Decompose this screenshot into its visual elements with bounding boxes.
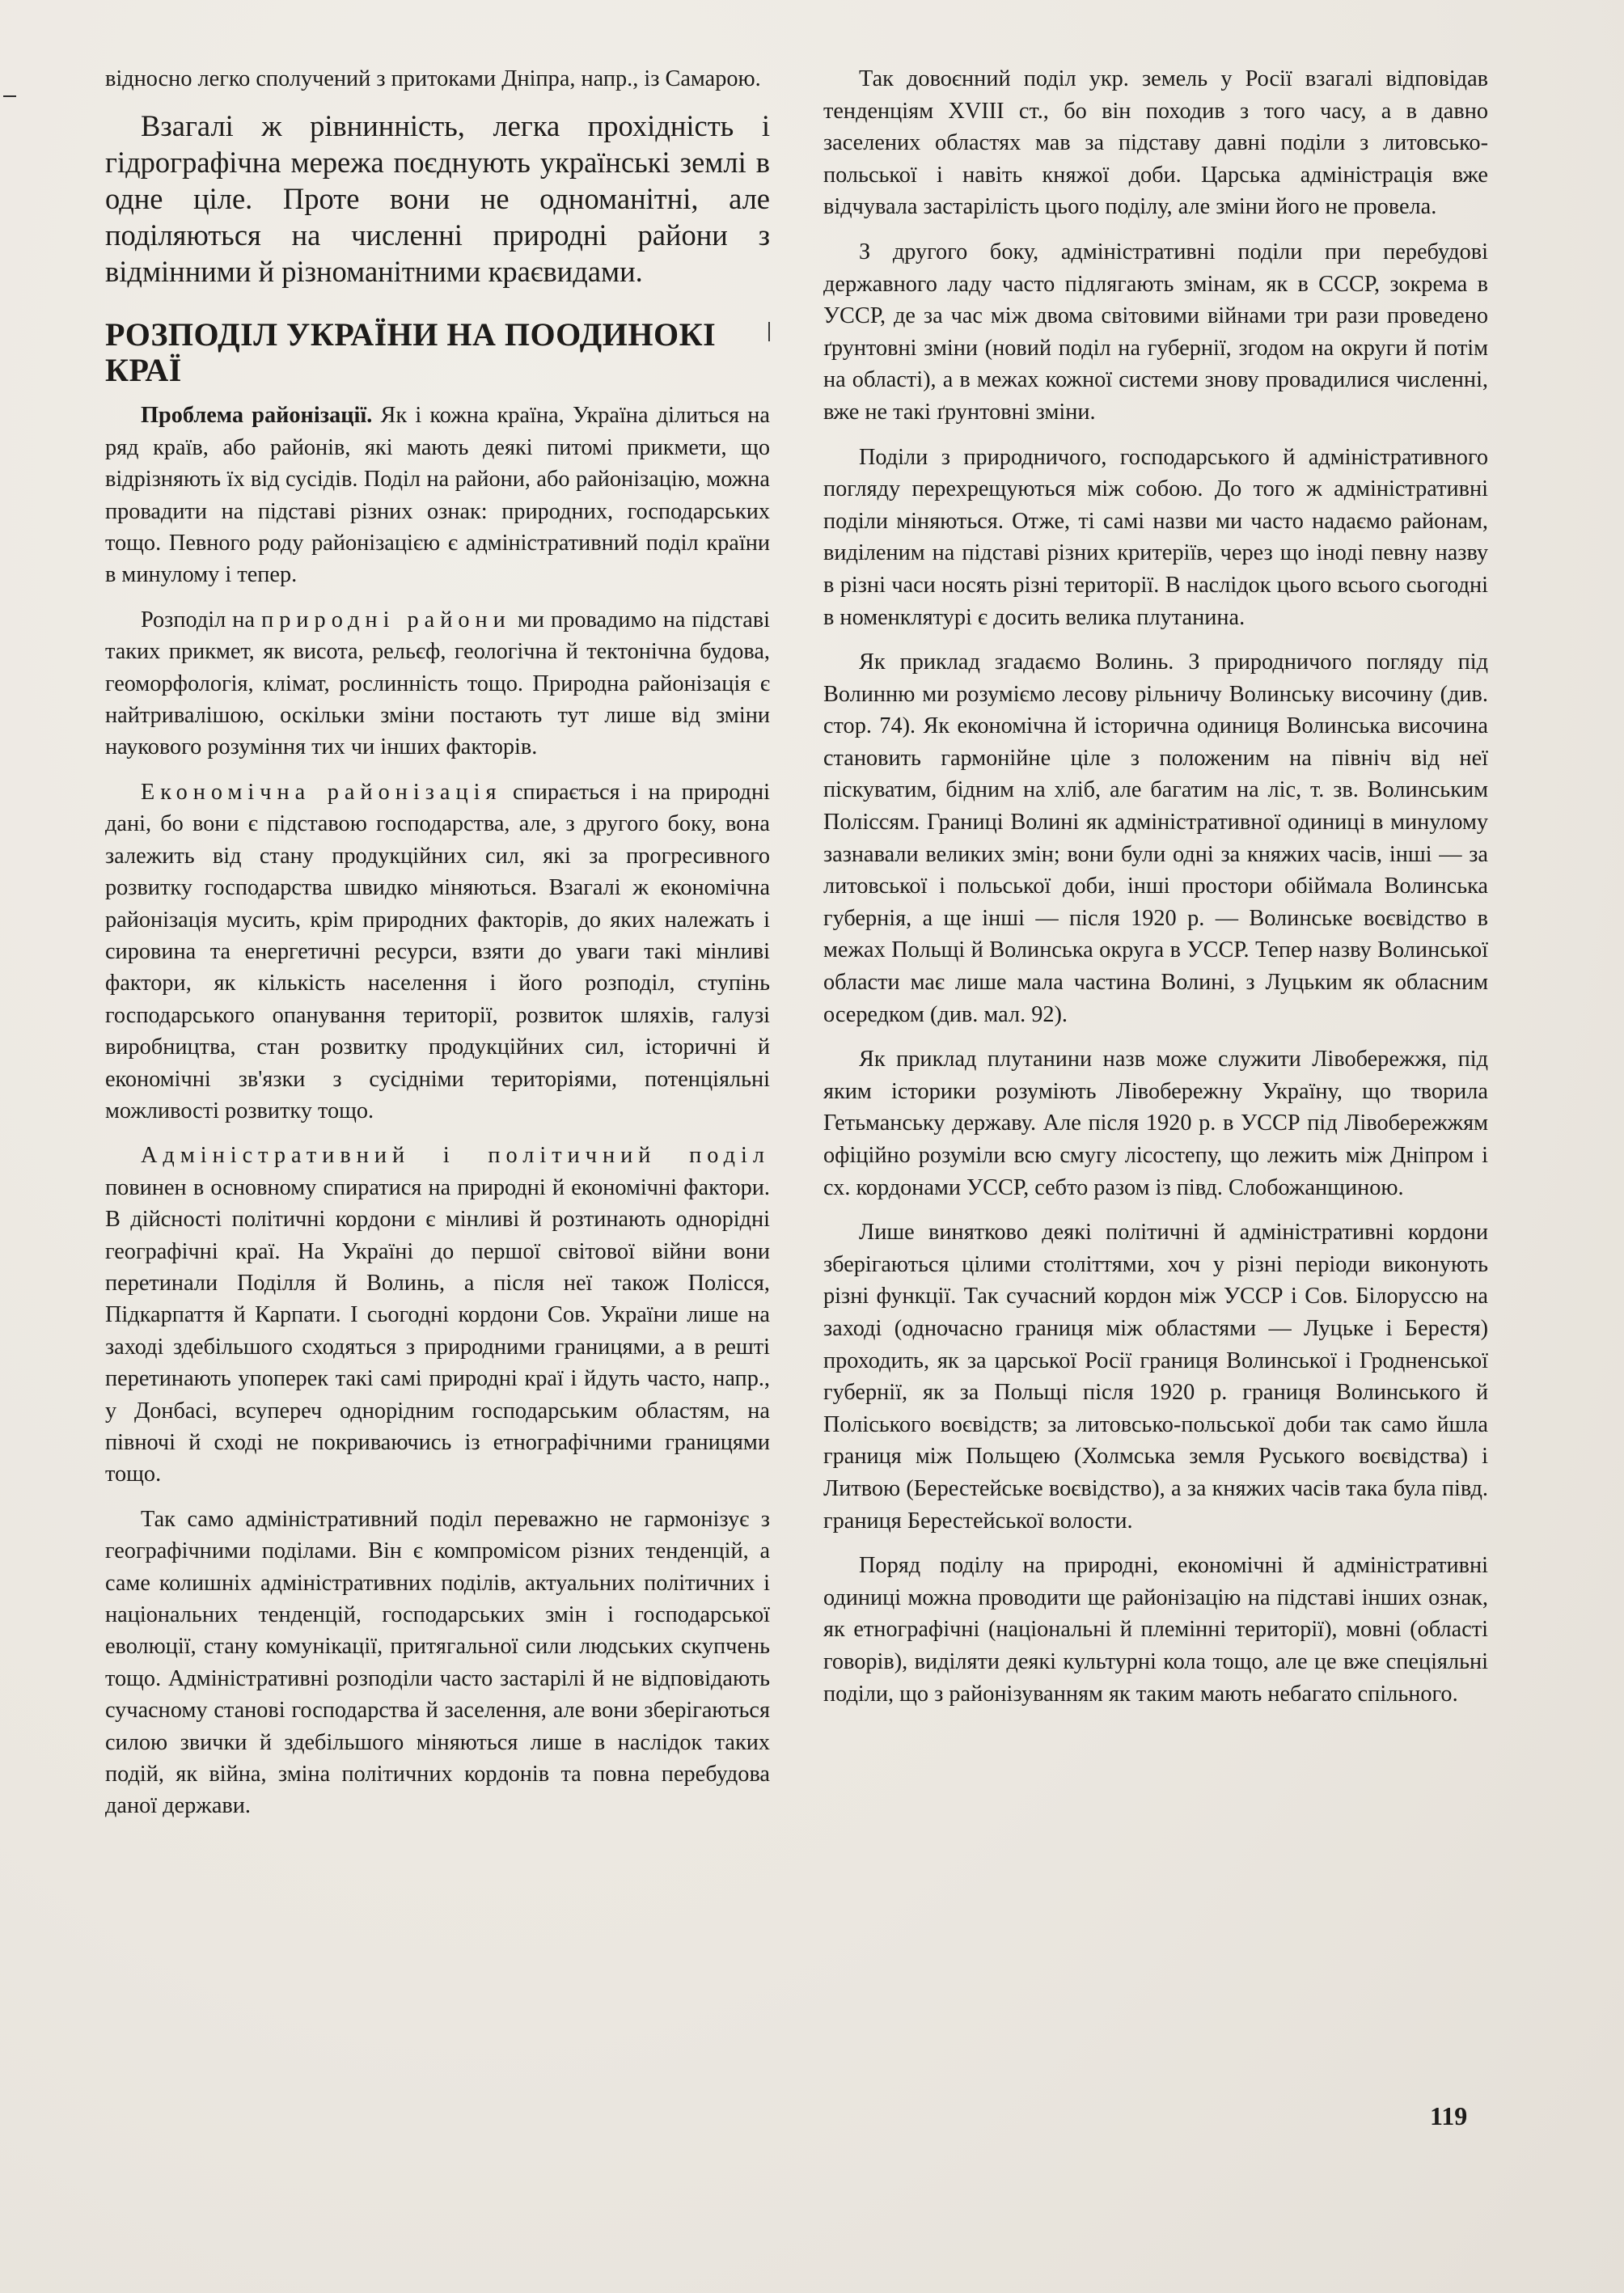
paragraph: З другого боку, адміністративні поділи при перебудові державного ладу часто підлягають змінам, як в СССР, зокрема в УССР, де за час між двома світовими війнами три рази проведено ґрунтовні зміни (новий поділ на губернії, згодом на округи й потім на області), а в межах кожної системи знову провадилися численні, вже не такі ґрунтовні зміни. (823, 239, 1488, 425)
paragraph-text: Розподіл на (141, 607, 262, 632)
paragraph (105, 604, 770, 764)
paragraph-text: ми провадимо на підставі таких прикмет, як висота, рельєф, геологічна й тектонічна будова, геоморфологія, клімат, рослинність тощо. Природна районізація є найтривалішою, оскільки зміни постають тут лише від зміни наукового розуміння тих чи інших факторів. (105, 607, 770, 760)
paragraph: Поділи з природничого, господарського й адміністративного погляду перехрещуються між собою. До того ж адміністративні поділи міняються. Отже, ті самі назви ми часто надаємо районам, виділеним на підставі різних критеріїв, через що іноді певну назву в різні часи носять різні території. В наслідок цього всього сьогодні в номенклятурі є досить велика плутанина. (823, 444, 1488, 630)
emphasized-term: Економічна районізація (141, 779, 502, 805)
paragraph: Лише винятково деякі політичні й адміністративні кордони зберігаються цілими століттями, хоч у різні періоди виконують різні функції. Так сучасний кордон між УССР і Сов. Білоруссю на заході (одночасно границя між областями — Луцьке і Берестя) проходить, як за царської Росії границя Волинської і Гродненської губернії, як за Польщі після 1920 р. границя Волинського й Поліського воєвідств; за литовсько-польської доби так само йшла границя між Польщею (Холмська земля Руського воєвідства) і Литвою (Берестейське воєвідство), а за княжих часів така була півд. границя Берестейської волости. (823, 1220, 1488, 1534)
paragraph: Як приклад плутанини назв може служити Лівобережжя, під яким історики розуміють Лівобережну Україну, що творила Гетьманську державу. Але після 1920 р. в УССР під Лівобережжям офіційно розуміли всю смугу лісостепу, що лежить між Дніпром і сх. кордонами УССР, себто разом із півд. Слобожанщиною. (823, 1047, 1488, 1200)
paragraph (105, 1140, 770, 1490)
paragraph-large: Взагалі ж рівнинність, легка прохідність і гідрографічна мережа поєднують українські землі в одне ціле. Проте вони не одноманітні, але поділяються на численні природні райони з відмінними й різноманітними краєвидами. (105, 109, 770, 289)
left-column (105, 63, 770, 1835)
paragraph: Так довоєнний поділ укр. земель у Росії взагалі відповідав тенденціям XVIII ст., бо він походив з того часу, а в давно заселених областях мав за підставу давні поділи з литовсько-польської і навіть княжої доби. Царська адміністрація вже відчувала застарілість цього поділу, але зміни його не провела. (823, 66, 1488, 220)
section-heading: РОЗПОДІЛ УКРАЇНИ НА ПООДИНОКІ КРАЇ (105, 316, 717, 389)
paragraph (105, 776, 770, 1127)
right-column (823, 63, 1488, 1723)
emphasized-term: природні райони (261, 607, 511, 632)
margin-mark (3, 95, 16, 97)
paragraph: відносно легко сполучений з притоками Дніпра, напр., із Самарою. (105, 66, 761, 91)
paragraph: Поряд поділу на природні, економічні й адміністративні одиниці можна проводити ще районізацію на підставі інших ознак, як етнографічні (національні й племінні території), мовні (області говорів), виділяти деякі культурні кола тощо, але це вже спеціяльні поділи, що з районізуванням як таким мають небагато спільного. (823, 1553, 1488, 1707)
paragraph (105, 400, 770, 590)
paragraph: Як приклад згадаємо Волинь. З природничого погляду під Волинню ми розуміємо лесову рільничу Волинську височину (див. стор. 74). Як економічна й історична одиниця Волинська височина становить гармонійне ціле з положеним на північ від неї піскуватим, бідним на хліб, але багатим на ліс, т. зв. Волинським Поліссям. Границі Волині як адміністративної одиниці в минулому зазнавали великих змін; вони були одні за княжих часів, інші — за литовської і польської доби, інші простори обіймала Волинська губернія, а ще інші — після 1920 р. — Волинське воєвідство в межах Польщі й Волинська округа в УССР. Тепер назву Волинської области має лише мала частина Волині, з Луцьким як обласним осередком (див. мал. 92). (823, 649, 1488, 1027)
paragraph: Так само адміністративний поділ переважно не гармонізує з географічними поділами. Він є компромісом різних тенденцій, а саме колишніх адміністративних поділів, актуальних політичних і національних тенденцій, господарських змін і господарської еволюції, стану комунікації, притягальної сили людських скупчень тощо. Адміністративні розподіли часто застарілі й не відповідають сучасному станові господарства й заселення, але вони зберігаються силою звички й здебільшого міняються лише в наслідок таких подій, як війна, зміна політичних кордонів та повна перебудова даної держави. (105, 1506, 770, 1819)
paragraph-subtitle: Проблема районізації. (141, 403, 373, 429)
page-number: 119 (1430, 2101, 1468, 2130)
paragraph-text: повинен в основному спиратися на природні й економічні фактори. В дійсності політичні кордони є мінливі й розтинають однорідні географічні краї. На Україні до першої світової війни вони перетинали Поділля й Волинь, а після неї також Полісся, Підкарпаття й Карпати. І сьогодні кордони Сов. України лише на заході здебільшого сходяться з природними границями, а в решті перетинають упоперек такі самі природні краї і йдуть часто, напр., у Донбасі, всупереч однорідним господарським областям, на півночі й сході не покриваючись із етнографічними границями тощо. (105, 1174, 770, 1487)
emphasized-term: Адміністративний і політичний поділ (141, 1143, 770, 1169)
paragraph-text: спирається і на природні дані, бо вони є підставою господарства, але, з другого боку, вона залежить від стану продукційних сил, які за прогресивного розвитку господарства швидко міняються. Взагалі ж економічна районізація мусить, крім природних факторів, до яких належать і сировина та енергетичні ресурси, взяти до уваги такі мінливі фактори, як кількість населення і його розподіл, ступінь господарського опанування території, розвиток шляхів, галузі виробництва, стан розвитку продукційних сил, історичні й економічні зв'язки з сусідніми територіями, потенціяльні можливості розвитку тощо. (105, 779, 770, 1123)
paragraph-text: Як і кожна країна, Україна ділиться на ряд країв, або районів, які мають деякі питомі прикмети, що відрізняють їх від сусідів. Поділ на райони, або районізацію, можна провадити на підставі різних ознак: природних, господарських тощо. Певного роду районізацією є адміністративний поділ країни в минулому і тепер. (105, 403, 770, 588)
